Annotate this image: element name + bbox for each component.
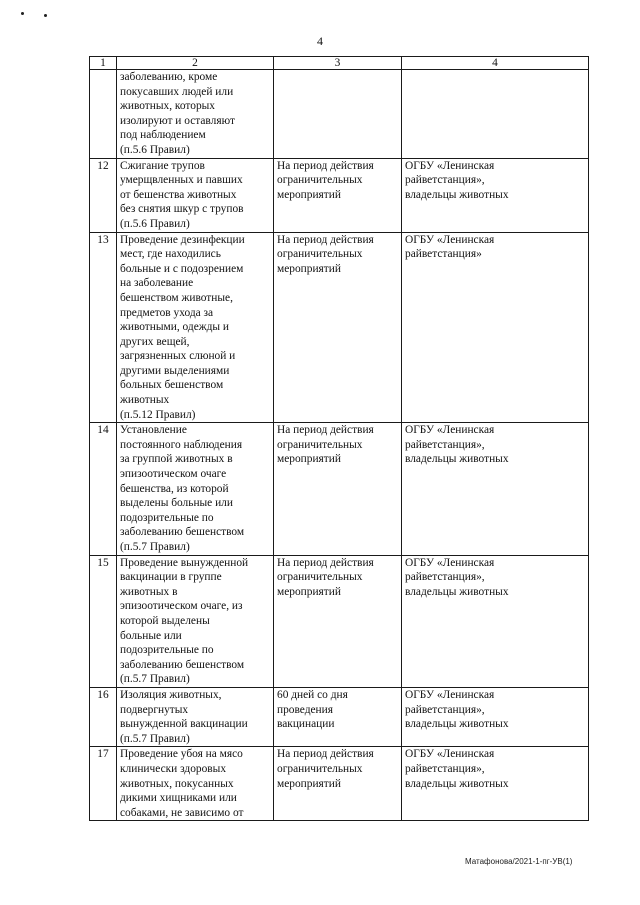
term-line: вакцинации xyxy=(277,718,335,731)
task-line: животных, покусанных xyxy=(120,777,234,790)
task-cell xyxy=(117,747,274,821)
task-cell xyxy=(117,555,274,687)
column-header: 1 xyxy=(90,57,117,70)
task-cell xyxy=(117,423,274,555)
task-line: заболеванию бешенством xyxy=(120,658,245,671)
column-header: 4 xyxy=(402,57,589,70)
executor-line: райветстанция», xyxy=(405,571,485,584)
executor-line: ОГБУ «Ленинская xyxy=(405,556,495,569)
term-line: На период действия xyxy=(277,556,374,569)
row-number: 16 xyxy=(90,687,117,746)
term-line: 60 дней со дня xyxy=(277,688,348,701)
table-header-row xyxy=(90,57,589,70)
table-body xyxy=(90,57,589,821)
row-number: 14 xyxy=(90,423,117,555)
task-line: дикими хищниками или xyxy=(120,792,237,805)
task-line: эпизоотическом очаге, из xyxy=(120,600,243,613)
column-header: 3 xyxy=(274,57,402,70)
task-line: подвергнутых xyxy=(120,703,189,716)
term-line: ограничительных xyxy=(277,571,363,584)
task-line: (п.5.6 Правил) xyxy=(120,143,190,156)
task-line: бешенства, из которой xyxy=(120,482,229,495)
task-line: предметов ухода за xyxy=(120,306,214,319)
table-row xyxy=(90,158,589,232)
executor-cell xyxy=(402,687,589,746)
task-line: подозрительные по xyxy=(120,511,214,524)
task-line: за группой животных в xyxy=(120,453,233,466)
task-cell xyxy=(117,232,274,423)
task-line: животных в xyxy=(120,585,178,598)
term-cell xyxy=(274,158,402,232)
executor-line: владельцы животных xyxy=(405,777,509,790)
term-line: На период действия xyxy=(277,159,374,172)
task-line: животных, которых xyxy=(120,100,215,113)
executor-cell xyxy=(402,423,589,555)
task-line: выделены больные или xyxy=(120,497,233,510)
task-line: Проведение дезинфекции xyxy=(120,233,245,246)
task-line: умерщвленных и павших xyxy=(120,174,243,187)
task-line: заболеванию бешенством xyxy=(120,526,245,539)
executor-cell xyxy=(402,158,589,232)
task-line: от бешенства животных xyxy=(120,188,237,201)
term-line: проведения xyxy=(277,703,333,716)
task-line: Проведение вынужденной xyxy=(120,556,249,569)
row-number xyxy=(90,70,117,159)
task-line: на заболевание xyxy=(120,277,194,290)
task-line: вакцинации в группе xyxy=(120,571,222,584)
term-line: мероприятий xyxy=(277,585,341,598)
task-line: Сжигание трупов xyxy=(120,159,205,172)
term-line: ограничительных xyxy=(277,174,363,187)
executor-line: ОГБУ «Ленинская xyxy=(405,159,495,172)
term-line: мероприятий xyxy=(277,777,341,790)
executor-line: райветстанция», xyxy=(405,703,485,716)
term-line: мероприятий xyxy=(277,453,341,466)
table-row xyxy=(90,232,589,423)
executor-line: владельцы животных xyxy=(405,718,509,731)
document-code: Матафонова/2021-1-пг-УВ(1) xyxy=(465,857,573,866)
term-cell xyxy=(274,70,402,159)
task-cell xyxy=(117,687,274,746)
term-cell xyxy=(274,555,402,687)
term-cell xyxy=(274,747,402,821)
task-line: постоянного наблюдения xyxy=(120,438,243,451)
task-line: изолируют и оставляют xyxy=(120,114,235,127)
task-line: животными, одежды и xyxy=(120,321,230,334)
task-line: под наблюдением xyxy=(120,129,206,142)
executor-cell xyxy=(402,747,589,821)
term-cell xyxy=(274,687,402,746)
task-cell xyxy=(117,158,274,232)
task-line: загрязненных слюной и xyxy=(120,350,236,363)
executor-line: владельцы животных xyxy=(405,188,509,201)
table-row xyxy=(90,70,589,159)
measures-table xyxy=(89,56,589,821)
task-line: бешенством животные, xyxy=(120,291,233,304)
row-number: 17 xyxy=(90,747,117,821)
executor-line: ОГБУ «Ленинская xyxy=(405,748,495,761)
task-line: без снятия шкур с трупов xyxy=(120,203,244,216)
task-line: другими выделениями xyxy=(120,364,230,377)
task-line: (п.5.6 Правил) xyxy=(120,217,190,230)
term-line: На период действия xyxy=(277,233,374,246)
task-line: которой выделены xyxy=(120,614,210,627)
column-header: 2 xyxy=(117,57,274,70)
executor-cell xyxy=(402,232,589,423)
term-line: ограничительных xyxy=(277,248,363,261)
row-number: 13 xyxy=(90,232,117,423)
executor-cell xyxy=(402,70,589,159)
task-line: (п.5.12 Правил) xyxy=(120,408,196,421)
task-line: вынужденной вакцинации xyxy=(120,718,248,731)
term-cell xyxy=(274,423,402,555)
task-line: (п.5.7 Правил) xyxy=(120,732,190,745)
task-line: покусавших людей или xyxy=(120,85,234,98)
table-row xyxy=(90,423,589,555)
task-line: больных бешенством xyxy=(120,379,224,392)
executor-line: владельцы животных xyxy=(405,585,509,598)
task-line: (п.5.7 Правил) xyxy=(120,673,190,686)
term-cell xyxy=(274,232,402,423)
executor-line: ОГБУ «Ленинская xyxy=(405,688,495,701)
task-line: Изоляция животных, xyxy=(120,688,222,701)
task-line: заболеванию, кроме xyxy=(120,71,218,83)
term-line: На период действия xyxy=(277,748,374,761)
scan-speck xyxy=(21,12,24,15)
executor-line: райветстанция» xyxy=(405,248,482,261)
table-row xyxy=(90,687,589,746)
task-line: Проведение убоя на мясо xyxy=(120,748,243,761)
page-number: 4 xyxy=(317,34,323,48)
task-line: больные и с подозрением xyxy=(120,262,244,275)
scan-speck xyxy=(44,14,47,17)
task-line: эпизоотическом очаге xyxy=(120,468,227,481)
executor-line: райветстанция», xyxy=(405,762,485,775)
task-cell xyxy=(117,70,274,159)
term-line: На период действия xyxy=(277,424,374,437)
term-line: мероприятий xyxy=(277,188,341,201)
term-line: мероприятий xyxy=(277,262,341,275)
task-line: Установление xyxy=(120,424,187,437)
executor-line: райветстанция», xyxy=(405,174,485,187)
executor-line: райветстанция», xyxy=(405,438,485,451)
task-line: клинически здоровых xyxy=(120,762,227,775)
executor-cell xyxy=(402,555,589,687)
task-line: (п.5.7 Правил) xyxy=(120,541,190,553)
executor-line: ОГБУ «Ленинская xyxy=(405,424,495,437)
term-line: ограничительных xyxy=(277,438,363,451)
executor-line: ОГБУ «Ленинская xyxy=(405,233,495,246)
task-line: животных xyxy=(120,394,170,407)
task-line: других вещей, xyxy=(120,335,190,348)
task-line: собаками, не зависимо от xyxy=(120,806,244,819)
term-line: ограничительных xyxy=(277,762,363,775)
table-row xyxy=(90,747,589,821)
row-number: 15 xyxy=(90,555,117,687)
task-line: мест, где находились xyxy=(120,248,221,261)
task-line: больные или xyxy=(120,629,182,642)
row-number: 12 xyxy=(90,158,117,232)
table-row xyxy=(90,555,589,687)
task-line: подозрительные по xyxy=(120,644,214,657)
executor-line: владельцы животных xyxy=(405,453,509,466)
